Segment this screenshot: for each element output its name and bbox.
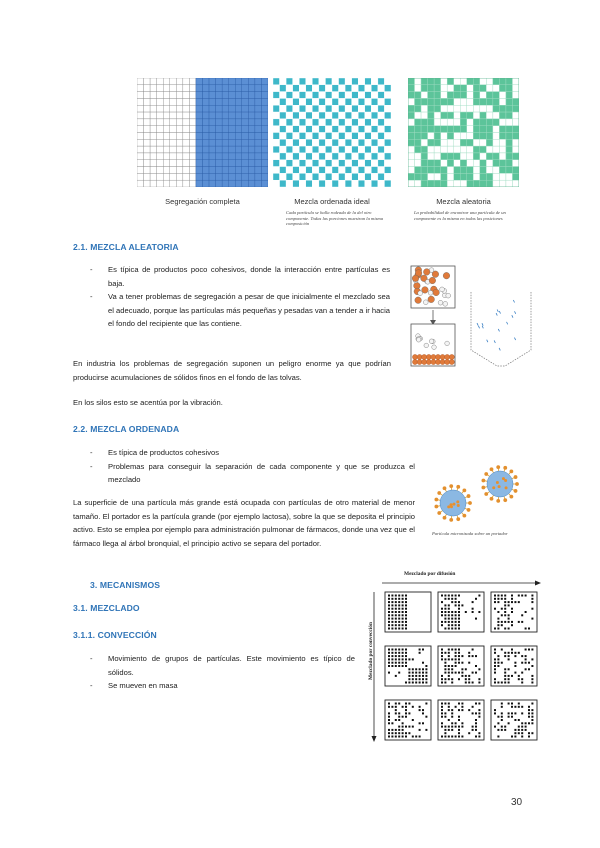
caption-random: Mezcla aleatoria <box>436 197 491 206</box>
heading-mezclado: 3.1. MEZCLADO <box>73 603 140 613</box>
paragraph-silos: En los silos esto se acentúa por la vibración. <box>73 398 223 407</box>
caption-ordered: Mezcla ordenada ideal <box>294 197 370 206</box>
mixing-mechanisms-figure <box>365 578 547 746</box>
convection-axis-label: Mezclado por convección <box>368 622 374 680</box>
carrier-figure-caption: Partícula micronizada sobre un portador <box>432 531 508 536</box>
list-item: - Movimiento de grupos de partículas. Este movimiento es típico de sólidos. <box>90 652 355 679</box>
random-mixture-grid <box>408 78 519 187</box>
heading-conveccion: 3.1.1. CONVECCIÓN <box>73 630 157 640</box>
list-mezcla-ordenada <box>90 446 415 487</box>
list-item: - Es típica de productos poco cohesivos, donde la interacción entre partículas es baja. <box>90 263 390 290</box>
list-item: - Va a tener problemas de segregación a pesar de que inicialmente el mezclado sea el adecuado, porque las partículas más pequeñas y pesadas van a tender a ir hacia el fondo del recipiente que las contiene. <box>90 290 390 331</box>
list-item: - Problemas para conseguir la separación de cada componente y que se produzca el mezclado <box>90 460 415 487</box>
paragraph-segregacion: En industria los problemas de segregación suponen un peligro enorme ya que podrían producirse acumulaciones de sólidos finos en el fondo de las tolvas. <box>73 359 391 382</box>
diffusion-axis-label: Mezclado por difusión <box>404 571 456 577</box>
ordered-mixture-grid <box>273 78 391 187</box>
page-number: 30 <box>511 797 523 808</box>
paragraph-portador: La superficie de una partícula más grande está ocupada con partículas de otro material de menor tamaño. El portador es la partícula grande (por ejemplo lactosa), sobre la que se deposita el principio activo. Esto se emplea por ejemplo para administración pulmonar de fármacos, donde una vez que el fármaco llega al árbol bronquial, el principio activo se separa del portador. <box>73 498 415 548</box>
caption-segregation: Segregación completa <box>165 197 240 206</box>
segregation-complete-grid <box>137 78 268 187</box>
heading-mecanismos: 3. MECANISMOS <box>90 580 161 590</box>
heading-mezcla-aleatoria: 2.1. MEZCLA ALEATORIA <box>73 242 179 252</box>
list-mezcla-aleatoria <box>90 263 390 331</box>
list-conveccion <box>90 652 355 693</box>
carrier-particles-illustration <box>425 458 535 538</box>
list-item: - Se mueven en masa <box>90 679 355 693</box>
list-item: - Es típica de productos cohesivos <box>90 446 415 460</box>
heading-mezcla-ordenada: 2.2. MEZCLA ORDENADA <box>73 424 180 434</box>
note-random: La probabilidad de encontrar una partícula de un componente es la misma en todas las posiciones <box>414 210 506 221</box>
note-ordered: Cada partícula se halla rodeada de la del otro componente. Todas las porciones muestran la misma composición <box>286 210 384 227</box>
segregation-illustration <box>405 262 535 374</box>
